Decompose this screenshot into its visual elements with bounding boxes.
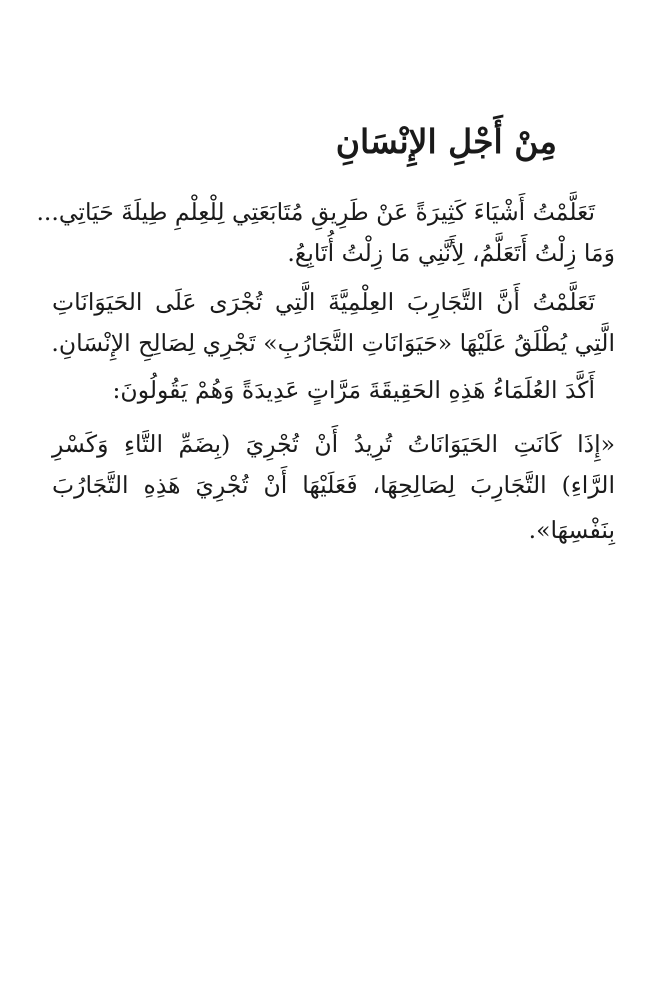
paragraph-1-line-1: تَعَلَّمْتُ أَشْيَاءَ كَثِيرَةً عَنْ طَرِيقِ مُتَابَعَتِي لِلْعِلْمِ طِيلَةَ حَيَاتِي... xyxy=(36,198,595,226)
page-title: مِنْ أَجْلِ الإِنْسَانِ xyxy=(335,122,557,161)
quote-line-2: الرَّاءِ) التَّجَارِبَ لِصَالِحِهَا، فَعَلَيْهَا أَنْ تُجْرِيَ هَذِهِ التَّجَارُبَ xyxy=(52,471,615,499)
paragraph-2-line-2: الَّتِي يُطْلَقُ عَلَيْهَا «حَيَوَانَاتِ التَّجَارُبِ» تَجْرِي لِصَالِحِ الإِنْسَانِ. xyxy=(51,329,615,357)
paragraph-1-line-2: وَمَا زِلْتُ أَتَعَلَّمُ، لِأَنَّنِي مَا زِلْتُ أُتَابِعُ. xyxy=(287,239,615,267)
paragraph-2-line-1: تَعَلَّمْتُ أَنَّ التَّجَارِبَ العِلْمِيَّةَ الَّتِي تُجْرَى عَلَى الحَيَوَانَاتِ xyxy=(52,288,595,316)
quote-line-1: «إِذَا كَانَتِ الحَيَوَانَاتُ تُرِيدُ أَنْ تُجْرِيَ (بِضَمِّ التَّاءِ وَكَسْرِ xyxy=(52,430,615,458)
paragraph-3-line-1: أَكَّدَ العُلَمَاءُ هَذِهِ الحَقِيقَةَ مَرَّاتٍ عَدِيدَةً وَهُمْ يَقُولُونَ: xyxy=(112,376,595,404)
quote-line-3: بِنَفْسِهَا». xyxy=(528,516,615,544)
